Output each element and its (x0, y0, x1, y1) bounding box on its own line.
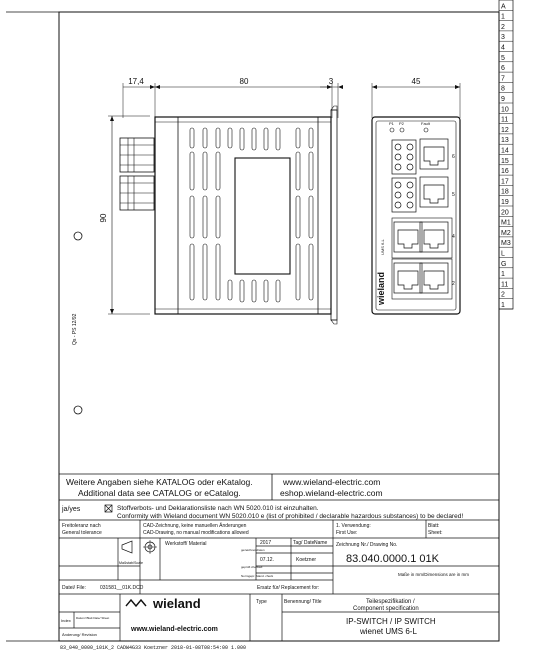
index-label: Index (61, 618, 71, 623)
dim-80: 80 (239, 77, 249, 86)
first-use-de: 1. Verwendung: (336, 523, 371, 529)
file-value: 031581__01K.DCD (100, 585, 144, 591)
sheet-en: Sheet: (428, 530, 443, 536)
year: 2017 (260, 540, 272, 546)
revision-cell: 1 (501, 13, 505, 21)
front-view (372, 77, 460, 314)
logo-url: www.wieland-electric.com (131, 626, 218, 633)
revision-cell: 10 (501, 106, 509, 114)
revision-cell: 5 (501, 54, 505, 62)
units-note: Maße in mm/Dimensions are in mm (398, 572, 470, 577)
yes-label: ja/yes (62, 506, 81, 513)
web-link-2: eshop.wieland-electric.com (280, 488, 383, 498)
revision-cell: 17 (501, 178, 509, 186)
revision-cell: 15 (501, 157, 509, 165)
cad-en: CAD-Drawing, no manual modifications allowed (143, 530, 249, 536)
revision-cell: L (501, 250, 505, 258)
declaration-de: Stoffverbots- und Deklarationsliste nach WN 5020.010 ist einzuhalten. (117, 505, 319, 512)
revision-cell: 20 (501, 209, 509, 217)
day-date-label: Tag/ Date (293, 540, 315, 546)
revision-cell: 18 (501, 188, 509, 196)
side-view (99, 77, 343, 324)
punch-hole-top (74, 232, 82, 240)
dim-17-4: 17,4 (128, 77, 144, 86)
name-label: Name (314, 540, 328, 546)
revision-cell: 14 (501, 147, 509, 155)
dim-45: 45 (411, 77, 421, 86)
footer-meta: 83_040_0000_101K_2 CADW4G33 Koetzner 2018-01-08T08:54:00 1.000 (60, 645, 247, 650)
replacement-label: Ersatz für/ Replacement for: (257, 585, 320, 591)
cad-de: CAD-Zeichnung, keine manuellen Änderungen (143, 523, 247, 529)
revision-cell: 12 (501, 126, 509, 134)
dim-90: 90 (99, 213, 108, 223)
revision-column (499, 0, 513, 309)
desc-de: Teilespezifikation / (366, 599, 415, 605)
logo-text: wieland (153, 596, 201, 611)
brand-logo-front: wieland (376, 271, 386, 305)
revision-cell: 3 (501, 34, 505, 42)
sheet-de: Blatt: (428, 523, 440, 529)
revision-cell: 16 (501, 168, 509, 176)
port-label-2: 2 (452, 281, 455, 287)
drawing-number: 83.040.0000.1 01K (346, 553, 439, 565)
date-value: 07.12. (260, 557, 274, 563)
title-line-1: IP-SWITCH / IP SWITCH (346, 617, 436, 626)
revision-cell: 1 (501, 271, 505, 279)
date-sheet-label: Datum/ Blatt Date/ Sheet (76, 616, 110, 620)
type-label: Type (256, 599, 267, 605)
revision-cell: 2 (501, 291, 505, 299)
revision-cell: M3 (501, 240, 511, 248)
port-label-5: 5 (452, 192, 455, 198)
led-p1-label: P1 (389, 121, 394, 126)
side-model-label: UMS 6-L (380, 239, 385, 255)
margin-note: Qs - PS 12/92 (72, 313, 78, 345)
wieland-logo (126, 596, 218, 633)
port-label-6: 6 (452, 154, 455, 160)
port-label-4: 4 (452, 234, 455, 240)
revision-cell: 11 (501, 116, 509, 124)
drawing-no-label: Zeichnung Nr./ Drawing No. (336, 542, 398, 548)
led-fault-label: Fault (421, 121, 430, 126)
web-link-1: www.wieland-electric.com (283, 477, 381, 487)
revision-cell: 11 (501, 281, 509, 289)
standard-label: Normgepr. Stand. check (241, 574, 274, 578)
catalog-en: Additional data see CATALOG or eCatalog. (78, 488, 241, 498)
revision-cell: A (501, 3, 506, 11)
revision-cell: M1 (501, 219, 511, 227)
revision-cell: 7 (501, 75, 505, 83)
file-label: Datei/ File: (62, 585, 86, 591)
revision-cell: 19 (501, 199, 509, 206)
revision-cell: 13 (501, 137, 509, 145)
scale-label: Maßstab/Scale (119, 561, 143, 565)
tolerance-de: Freitoleranz nach (62, 523, 101, 529)
title-line-2: wienet UMS 6-L (360, 627, 417, 636)
info-box (59, 474, 499, 520)
desc-en: Component specification (353, 606, 419, 612)
revision-label: Änderung/ Revision (62, 632, 97, 637)
revision-cell: 8 (501, 85, 505, 93)
title-block (59, 520, 499, 641)
punch-hole-bottom (74, 406, 82, 414)
dim-3: 3 (328, 77, 334, 86)
designation-label: Benennung/ Title (284, 599, 322, 605)
revision-cell: 1 (501, 302, 505, 309)
first-use-en: First Use: (336, 530, 358, 536)
declaration-en: Conformity with Wieland document WN 5020.010 e (list of prohibited / declarable hazardous substances) to be declared! (117, 513, 464, 520)
revision-cell: 9 (501, 96, 505, 103)
label-window (235, 158, 290, 274)
catalog-de: Weitere Angaben siehe KATALOG oder eKatalog. (66, 477, 253, 487)
revision-cell: 2 (501, 23, 505, 31)
drawing-frame (59, 12, 499, 641)
name-value: Koetzner (296, 557, 317, 563)
checked-label: geprüft checked (241, 565, 263, 569)
revision-cell: 6 (501, 65, 505, 73)
led-p2-label: P2 (399, 121, 404, 126)
designed-label: gezeichnet drawn (241, 548, 265, 552)
tolerance-en: General tolerance (62, 530, 102, 536)
revision-cell: 4 (501, 44, 505, 52)
material-label: Werkstoff/ Material (165, 541, 207, 547)
revision-cell: G (501, 260, 507, 268)
revision-cell: M2 (501, 229, 511, 237)
